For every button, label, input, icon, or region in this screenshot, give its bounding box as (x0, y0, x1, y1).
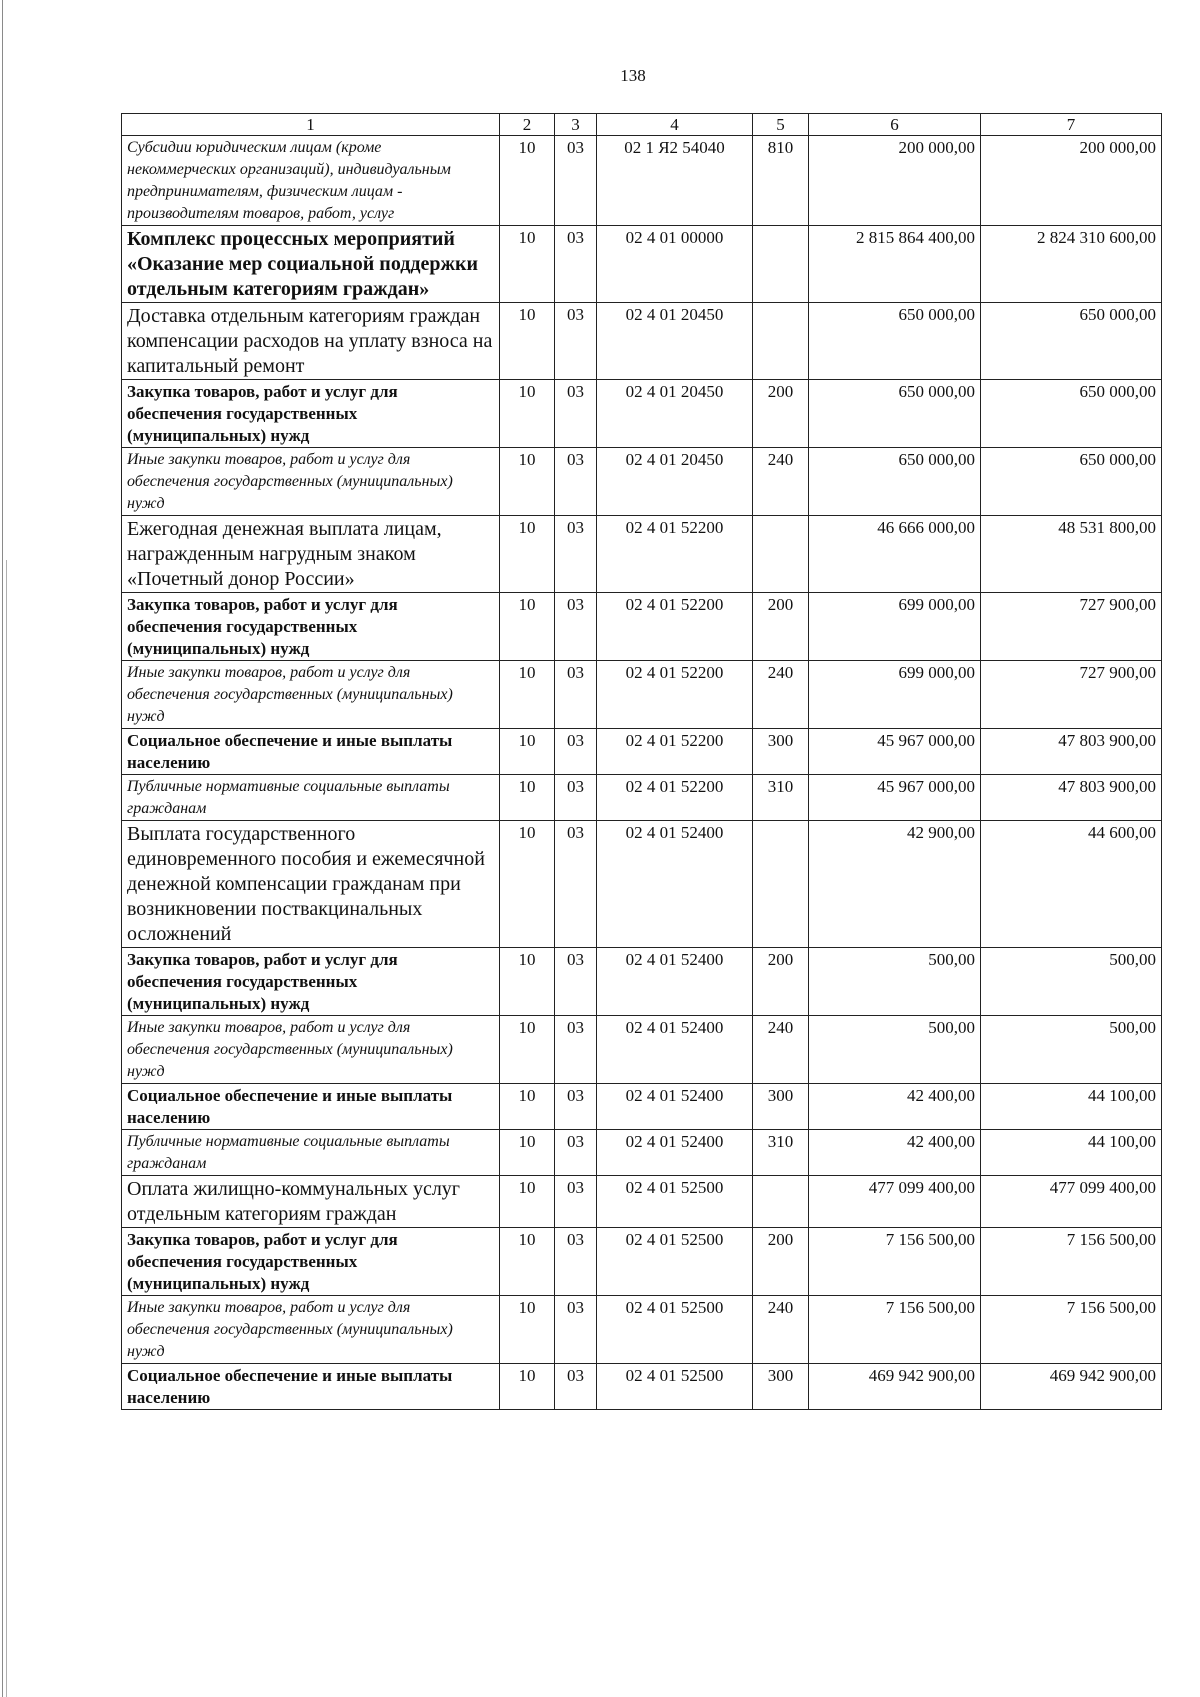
row-name-cell: Закупка товаров, работ и услуг для обеспечения государственных (муниципальных) нужд (122, 1228, 500, 1296)
expense-type-cell: 300 (753, 729, 809, 775)
header-cell: 3 (555, 114, 597, 136)
amount-year2-cell: 47 803 900,00 (981, 775, 1162, 821)
amount-year2-cell: 7 156 500,00 (981, 1296, 1162, 1364)
row-name-cell: Социальное обеспечение и иные выплаты населению (122, 1364, 500, 1410)
expense-type-cell: 240 (753, 448, 809, 516)
amount-year2-cell: 47 803 900,00 (981, 729, 1162, 775)
subsection-code-cell: 03 (555, 226, 597, 303)
amount-year2-cell: 727 900,00 (981, 593, 1162, 661)
table-header-row (122, 114, 1162, 136)
table-row (122, 729, 1162, 775)
section-code-cell: 10 (500, 303, 555, 380)
row-name-cell: Публичные нормативные социальные выплаты гражданам (122, 775, 500, 821)
section-code-cell: 10 (500, 1084, 555, 1130)
amount-year2-cell: 727 900,00 (981, 661, 1162, 729)
table-row (122, 593, 1162, 661)
section-code-cell: 10 (500, 1296, 555, 1364)
target-article-cell: 02 4 01 52400 (597, 1084, 753, 1130)
expense-type-cell: 240 (753, 1016, 809, 1084)
table-row (122, 1130, 1162, 1176)
table-row (122, 821, 1162, 948)
table-row (122, 1084, 1162, 1130)
subsection-code-cell: 03 (555, 448, 597, 516)
expense-type-cell: 300 (753, 1364, 809, 1410)
subsection-code-cell: 03 (555, 1084, 597, 1130)
amount-year2-cell: 650 000,00 (981, 380, 1162, 448)
table-row (122, 1016, 1162, 1084)
amount-year1-cell: 650 000,00 (809, 303, 981, 380)
row-name-cell: Иные закупки товаров, работ и услуг для обеспечения государственных (муниципальных) нужд (122, 1016, 500, 1084)
expense-type-cell: 810 (753, 136, 809, 226)
subsection-code-cell: 03 (555, 729, 597, 775)
row-name-cell: Выплата государственного единовременного пособия и ежемесячной денежной компенсации гражданам при возникновении поствакцинальных осложнений (122, 821, 500, 948)
section-code-cell: 10 (500, 948, 555, 1016)
amount-year1-cell: 500,00 (809, 1016, 981, 1084)
target-article-cell: 02 4 01 52500 (597, 1176, 753, 1228)
target-article-cell: 02 4 01 52400 (597, 1130, 753, 1176)
amount-year1-cell: 7 156 500,00 (809, 1296, 981, 1364)
subsection-code-cell: 03 (555, 1228, 597, 1296)
table-row (122, 1176, 1162, 1228)
amount-year2-cell: 500,00 (981, 1016, 1162, 1084)
target-article-cell: 02 4 01 52200 (597, 661, 753, 729)
target-article-cell: 02 1 Я2 54040 (597, 136, 753, 226)
amount-year1-cell: 42 400,00 (809, 1084, 981, 1130)
target-article-cell: 02 4 01 52400 (597, 948, 753, 1016)
subsection-code-cell: 03 (555, 516, 597, 593)
table-row (122, 136, 1162, 226)
table-row (122, 661, 1162, 729)
scan-edge-line (6, 560, 7, 1697)
expense-type-cell (753, 226, 809, 303)
row-name-cell: Иные закупки товаров, работ и услуг для обеспечения государственных (муниципальных) нужд (122, 448, 500, 516)
table-row (122, 516, 1162, 593)
table-body (122, 114, 1162, 1410)
section-code-cell: 10 (500, 661, 555, 729)
header-cell: 2 (500, 114, 555, 136)
subsection-code-cell: 03 (555, 661, 597, 729)
target-article-cell: 02 4 01 52500 (597, 1364, 753, 1410)
expense-type-cell: 300 (753, 1084, 809, 1130)
amount-year1-cell: 500,00 (809, 948, 981, 1016)
subsection-code-cell: 03 (555, 380, 597, 448)
subsection-code-cell: 03 (555, 593, 597, 661)
expense-type-cell: 200 (753, 593, 809, 661)
amount-year1-cell: 200 000,00 (809, 136, 981, 226)
amount-year1-cell: 45 967 000,00 (809, 729, 981, 775)
amount-year1-cell: 42 400,00 (809, 1130, 981, 1176)
section-code-cell: 10 (500, 1176, 555, 1228)
row-name-cell: Иные закупки товаров, работ и услуг для обеспечения государственных (муниципальных) нужд (122, 1296, 500, 1364)
section-code-cell: 10 (500, 448, 555, 516)
table-row (122, 1364, 1162, 1410)
expense-type-cell (753, 821, 809, 948)
amount-year1-cell: 477 099 400,00 (809, 1176, 981, 1228)
amount-year2-cell: 7 156 500,00 (981, 1228, 1162, 1296)
budget-table (121, 113, 1162, 1410)
subsection-code-cell: 03 (555, 1364, 597, 1410)
target-article-cell: 02 4 01 52400 (597, 1016, 753, 1084)
subsection-code-cell: 03 (555, 821, 597, 948)
row-name-cell: Оплата жилищно-коммунальных услуг отдельным категориям граждан (122, 1176, 500, 1228)
section-code-cell: 10 (500, 821, 555, 948)
target-article-cell: 02 4 01 52400 (597, 821, 753, 948)
target-article-cell: 02 4 01 20450 (597, 448, 753, 516)
amount-year1-cell: 46 666 000,00 (809, 516, 981, 593)
row-name-cell: Субсидии юридическим лицам (кроме некоммерческих организаций), индивидуальным предпринимателям, физическим лицам - производителям товаров, работ, услуг (122, 136, 500, 226)
scan-edge-line (2, 0, 3, 1697)
section-code-cell: 10 (500, 226, 555, 303)
row-name-cell: Закупка товаров, работ и услуг для обеспечения государственных (муниципальных) нужд (122, 380, 500, 448)
table-row (122, 948, 1162, 1016)
table-row (122, 226, 1162, 303)
subsection-code-cell: 03 (555, 775, 597, 821)
subsection-code-cell: 03 (555, 1016, 597, 1084)
subsection-code-cell: 03 (555, 948, 597, 1016)
expense-type-cell: 200 (753, 1228, 809, 1296)
section-code-cell: 10 (500, 1364, 555, 1410)
row-name-cell: Иные закупки товаров, работ и услуг для обеспечения государственных (муниципальных) нужд (122, 661, 500, 729)
expense-type-cell: 310 (753, 1130, 809, 1176)
subsection-code-cell: 03 (555, 1130, 597, 1176)
section-code-cell: 10 (500, 516, 555, 593)
amount-year2-cell: 44 100,00 (981, 1130, 1162, 1176)
section-code-cell: 10 (500, 136, 555, 226)
section-code-cell: 10 (500, 1228, 555, 1296)
row-name-cell: Социальное обеспечение и иные выплаты населению (122, 729, 500, 775)
expense-type-cell: 310 (753, 775, 809, 821)
amount-year1-cell: 650 000,00 (809, 380, 981, 448)
row-name-cell: Социальное обеспечение и иные выплаты населению (122, 1084, 500, 1130)
target-article-cell: 02 4 01 52500 (597, 1228, 753, 1296)
section-code-cell: 10 (500, 729, 555, 775)
header-cell: 5 (753, 114, 809, 136)
amount-year1-cell: 469 942 900,00 (809, 1364, 981, 1410)
amount-year1-cell: 699 000,00 (809, 593, 981, 661)
amount-year1-cell: 2 815 864 400,00 (809, 226, 981, 303)
table-row (122, 448, 1162, 516)
table-row (122, 380, 1162, 448)
expense-type-cell (753, 516, 809, 593)
target-article-cell: 02 4 01 52200 (597, 775, 753, 821)
row-name-cell: Доставка отдельным категориям граждан компенсации расходов на уплату взноса на капитальный ремонт (122, 303, 500, 380)
target-article-cell: 02 4 01 52200 (597, 593, 753, 661)
subsection-code-cell: 03 (555, 1296, 597, 1364)
section-code-cell: 10 (500, 775, 555, 821)
amount-year2-cell: 200 000,00 (981, 136, 1162, 226)
amount-year1-cell: 7 156 500,00 (809, 1228, 981, 1296)
expense-type-cell: 240 (753, 661, 809, 729)
amount-year1-cell: 42 900,00 (809, 821, 981, 948)
target-article-cell: 02 4 01 52200 (597, 729, 753, 775)
subsection-code-cell: 03 (555, 303, 597, 380)
subsection-code-cell: 03 (555, 1176, 597, 1228)
expense-type-cell: 200 (753, 380, 809, 448)
section-code-cell: 10 (500, 593, 555, 661)
amount-year1-cell: 650 000,00 (809, 448, 981, 516)
section-code-cell: 10 (500, 1130, 555, 1176)
amount-year2-cell: 48 531 800,00 (981, 516, 1162, 593)
header-cell: 7 (981, 114, 1162, 136)
amount-year2-cell: 469 942 900,00 (981, 1364, 1162, 1410)
amount-year2-cell: 650 000,00 (981, 303, 1162, 380)
amount-year2-cell: 500,00 (981, 948, 1162, 1016)
table-row (122, 775, 1162, 821)
amount-year1-cell: 699 000,00 (809, 661, 981, 729)
section-code-cell: 10 (500, 380, 555, 448)
table-row (122, 303, 1162, 380)
target-article-cell: 02 4 01 52200 (597, 516, 753, 593)
section-code-cell: 10 (500, 1016, 555, 1084)
expense-type-cell (753, 1176, 809, 1228)
amount-year2-cell: 2 824 310 600,00 (981, 226, 1162, 303)
amount-year2-cell: 44 100,00 (981, 1084, 1162, 1130)
table-row (122, 1228, 1162, 1296)
header-cell: 4 (597, 114, 753, 136)
target-article-cell: 02 4 01 20450 (597, 380, 753, 448)
row-name-cell: Публичные нормативные социальные выплаты гражданам (122, 1130, 500, 1176)
amount-year1-cell: 45 967 000,00 (809, 775, 981, 821)
header-cell: 1 (122, 114, 500, 136)
header-cell: 6 (809, 114, 981, 136)
target-article-cell: 02 4 01 00000 (597, 226, 753, 303)
target-article-cell: 02 4 01 52500 (597, 1296, 753, 1364)
row-name-cell: Закупка товаров, работ и услуг для обеспечения государственных (муниципальных) нужд (122, 593, 500, 661)
amount-year2-cell: 477 099 400,00 (981, 1176, 1162, 1228)
table-row (122, 1296, 1162, 1364)
subsection-code-cell: 03 (555, 136, 597, 226)
amount-year2-cell: 650 000,00 (981, 448, 1162, 516)
row-name-cell: Ежегодная денежная выплата лицам, награжденным нагрудным знаком «Почетный донор России» (122, 516, 500, 593)
target-article-cell: 02 4 01 20450 (597, 303, 753, 380)
amount-year2-cell: 44 600,00 (981, 821, 1162, 948)
row-name-cell: Комплекс процессных мероприятий «Оказание мер социальной поддержки отдельным категориям граждан» (122, 226, 500, 303)
expense-type-cell (753, 303, 809, 380)
row-name-cell: Закупка товаров, работ и услуг для обеспечения государственных (муниципальных) нужд (122, 948, 500, 1016)
expense-type-cell: 200 (753, 948, 809, 1016)
page-number: 138 (620, 66, 646, 85)
expense-type-cell: 240 (753, 1296, 809, 1364)
